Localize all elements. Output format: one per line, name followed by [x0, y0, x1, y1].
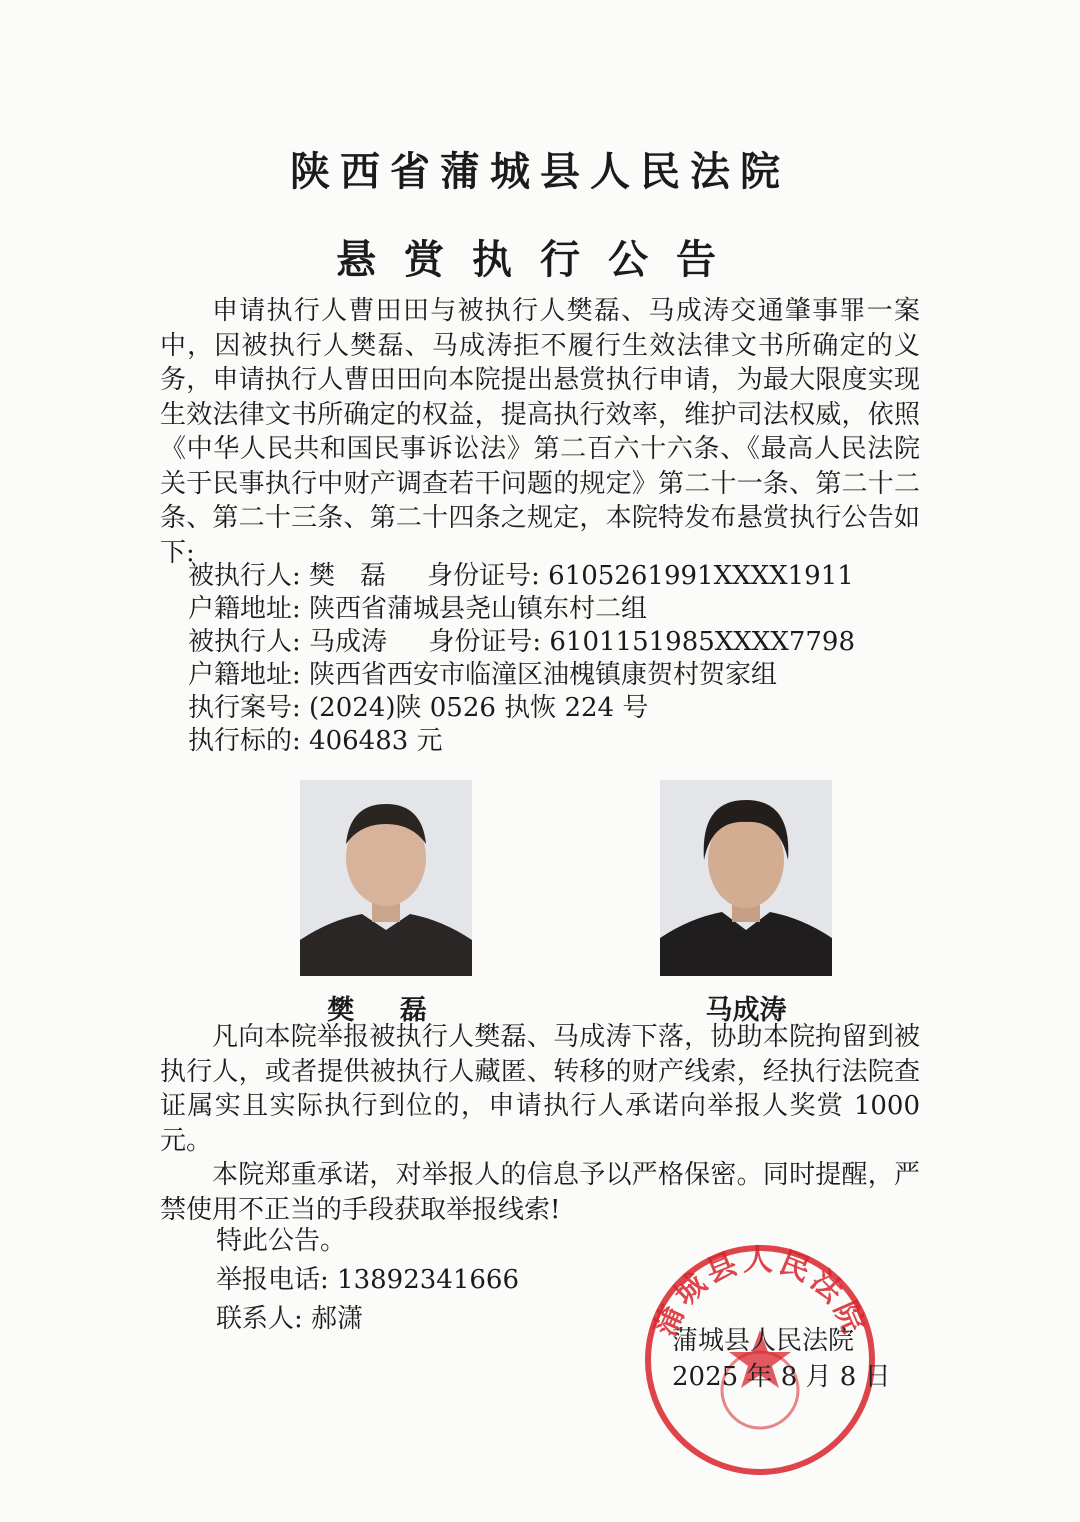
contact-phone: 举报电话: 13892341666 — [216, 1265, 519, 1295]
debtor-2-line: 被执行人: 马成涛 身份证号: 6101151985XXXX7798 — [188, 627, 855, 657]
court-title: 陕西省蒲城县人民法院 — [290, 149, 790, 195]
signature-name: 蒲城县人民法院 — [672, 1326, 855, 1356]
debtor-2-caption: 马成涛 — [705, 995, 787, 1026]
notice-title: 悬赏执行公告 — [336, 237, 744, 283]
case-number: 执行案号: (2024)陕 0526 执恢 224 号 — [188, 693, 649, 723]
execution-amount: 执行标的: 406483 元 — [188, 726, 443, 756]
signature-date: 2025 年 8 月 8 日 — [672, 1362, 891, 1392]
debtor-1-address: 户籍地址: 陕西省蒲城县尧山镇东村二组 — [188, 594, 648, 624]
debtor-1-photo — [300, 780, 472, 976]
debtor-1-caption: 樊 磊 — [327, 995, 445, 1026]
reward-paragraph: 凡向本院举报被执行人樊磊、马成涛下落，协助本院拘留到被执行人，或者提供被执行人藏匿、转移的财产线索，经执行法院查证属实且实际执行到位的，申请执行人承诺向举报人奖赏 1000 元。 — [160, 1022, 920, 1156]
debtor-info — [188, 560, 855, 758]
intro-section — [160, 294, 920, 570]
contact-person: 联系人: 郝潇 — [216, 1304, 364, 1334]
closing-text: 特此公告。 — [216, 1226, 347, 1256]
debtor-1-line: 被执行人: 樊 磊 身份证号: 6105261991XXXX1911 — [188, 561, 854, 591]
debtor-2-address: 户籍地址: 陕西省西安市临潼区油槐镇康贺村贺家组 — [188, 660, 778, 690]
seal-text: 蒲城县人民法院 — [647, 1243, 873, 1342]
contact-section — [216, 1222, 519, 1339]
reward-section — [160, 1020, 920, 1227]
confidentiality-paragraph: 本院郑重承诺，对举报人的信息予以严格保密。同时提醒，严禁使用不正当的手段获取举报线索! — [160, 1160, 920, 1225]
intro-paragraph: 申请执行人曹田田与被执行人樊磊、马成涛交通肇事罪一案中，因被执行人樊磊、马成涛拒不履行生效法律文书所确定的义务，申请执行人曹田田向本院提出悬赏执行申请，为最大限度实现生效法律文书所确定的权益，提高执行效率，维护司法权威，依照《中华人民共和国民事诉讼法》第二百六十六条、《最高人民法院关于民事执行中财产调查若干问题的规定》第二十一条、第二十二条、第二十三条、第二十四条之规定，本院特发布悬赏执行公告如下: — [160, 296, 920, 568]
debtor-2-photo — [660, 780, 832, 976]
